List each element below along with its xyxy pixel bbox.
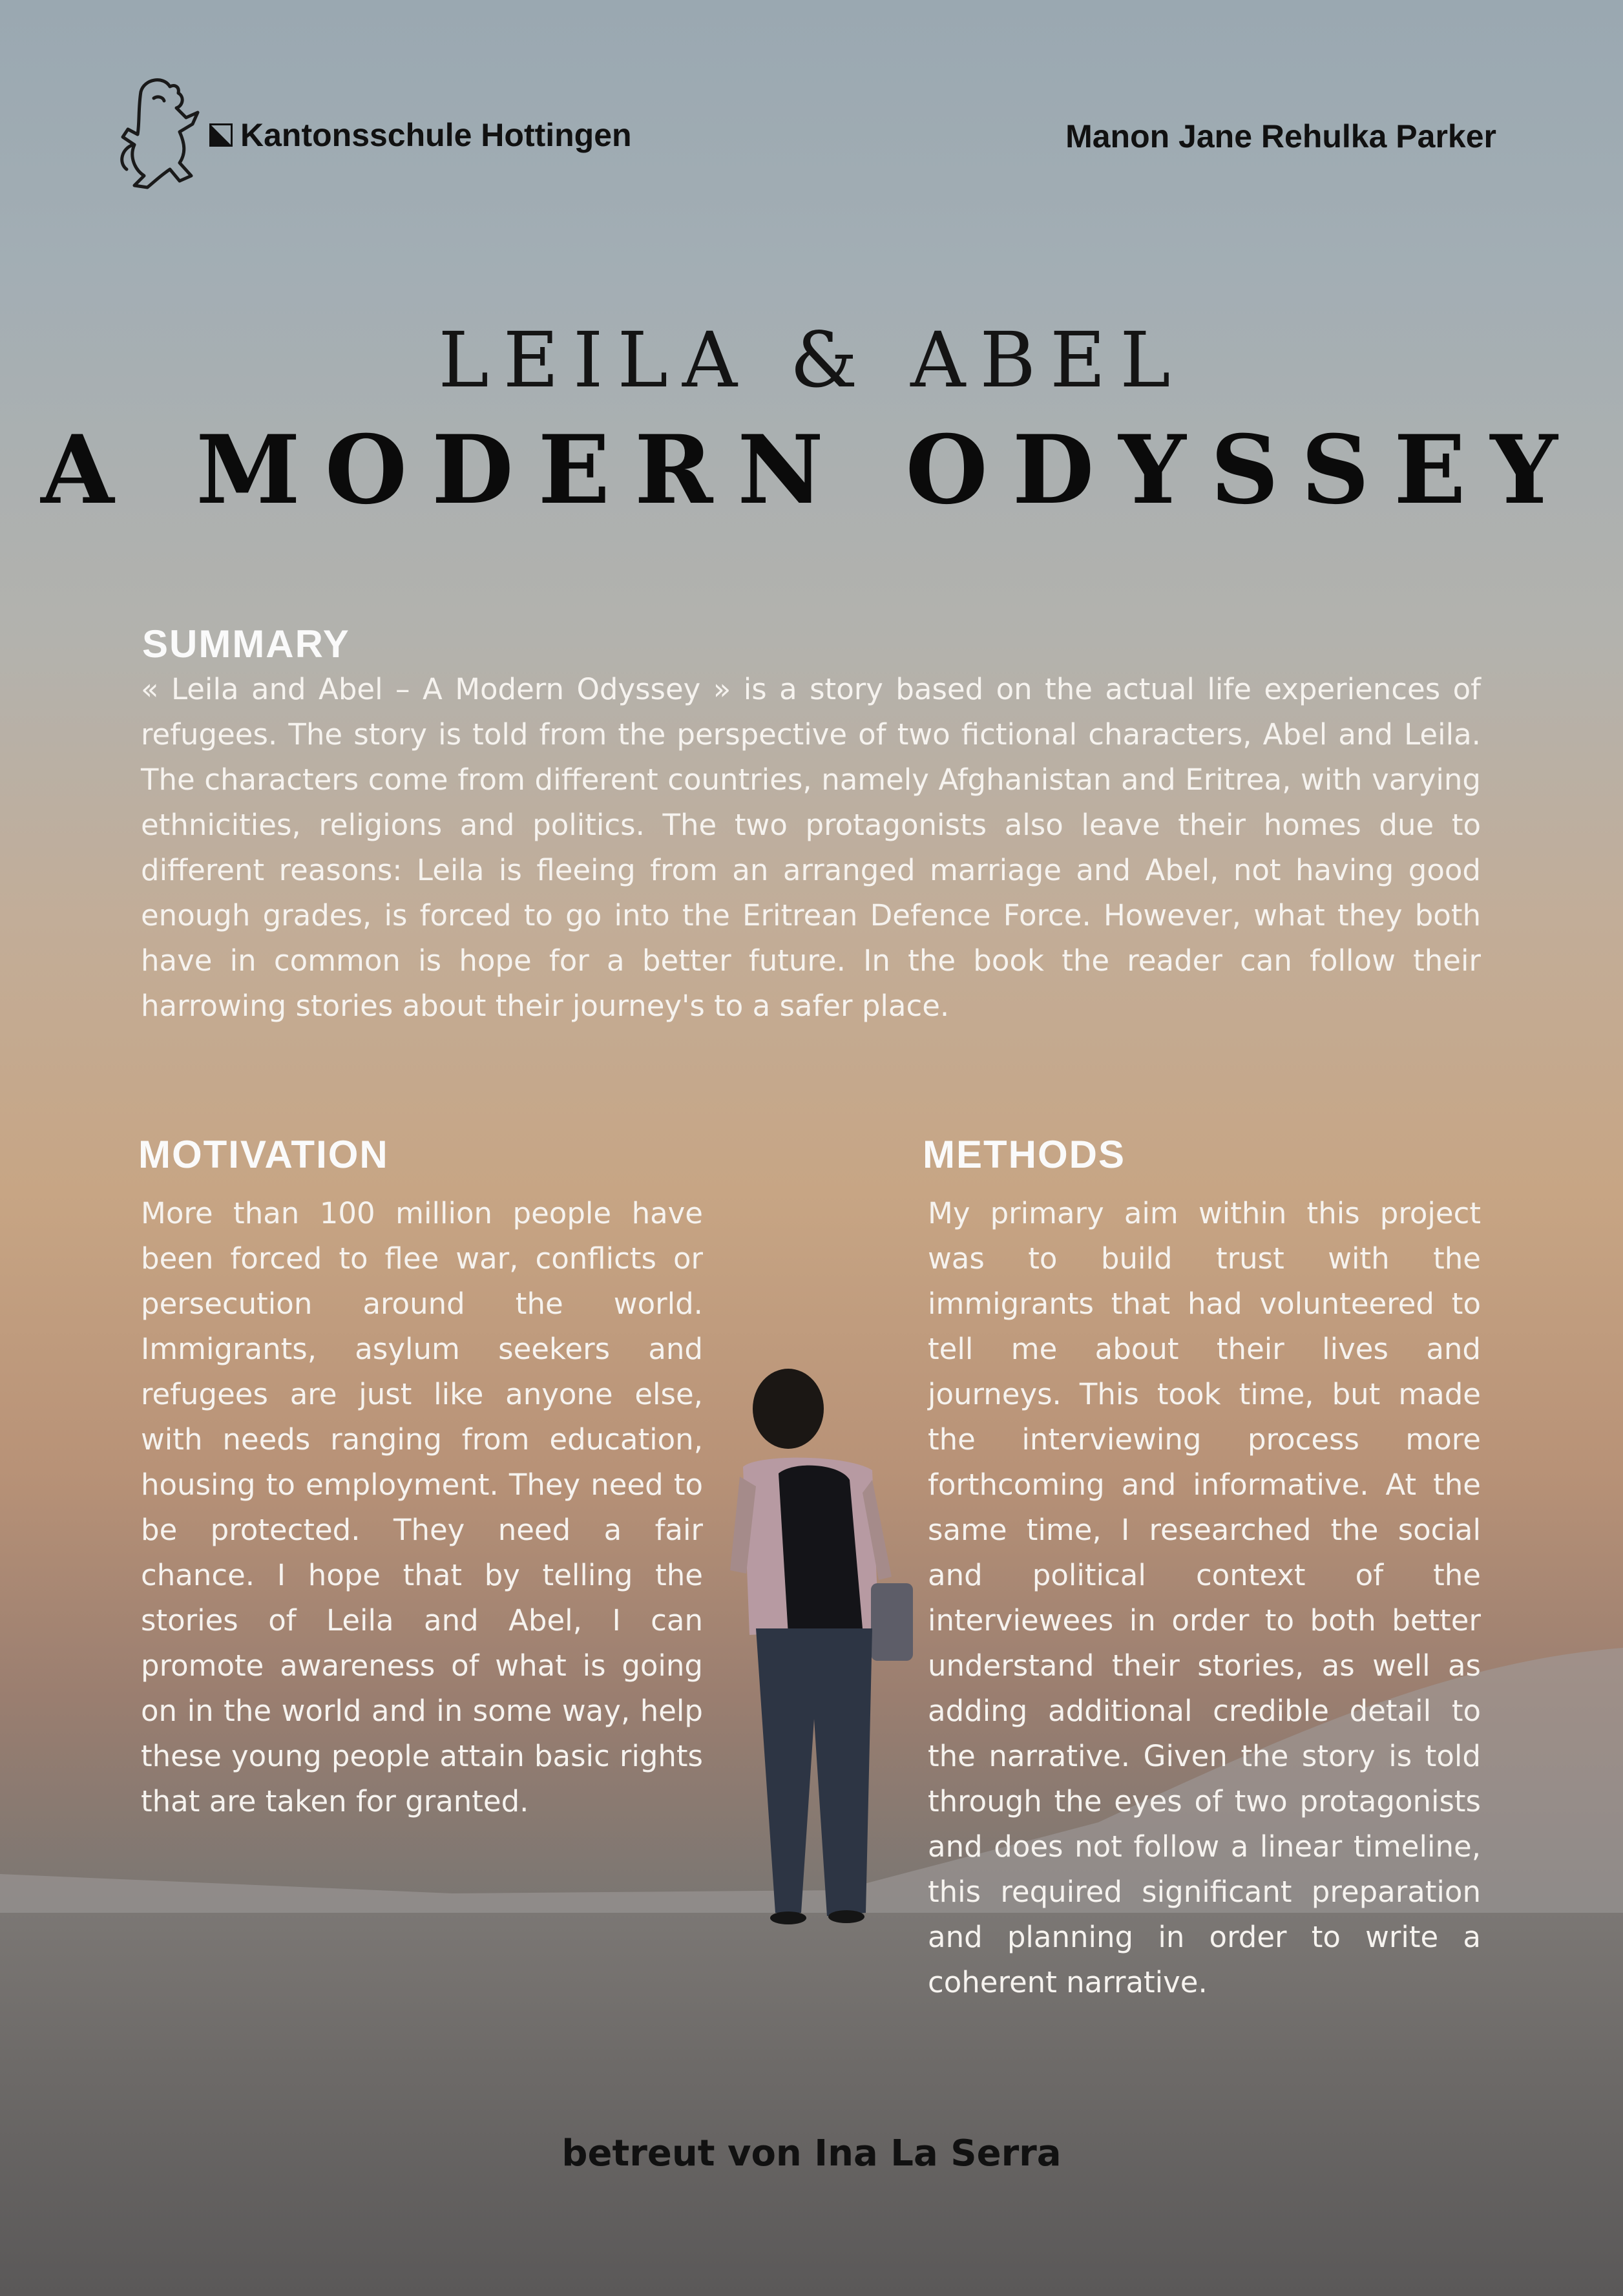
school-name-label: Kantonsschule Hottingen: [240, 117, 632, 153]
school-logo-mark-icon: [209, 123, 233, 147]
lion-crest-icon: [115, 72, 205, 193]
walking-person-image: [717, 1357, 930, 1926]
summary-heading: SUMMARY: [142, 622, 350, 666]
author-name: Manon Jane Rehulka Parker: [1065, 118, 1496, 154]
title-line-1: LEILA & ABEL: [438, 315, 1185, 405]
methods-heading: METHODS: [923, 1133, 1126, 1176]
motivation-heading: MOTIVATION: [138, 1133, 389, 1176]
supervisor-credit: betreut von Ina La Serra: [561, 2133, 1062, 2175]
school-name: [209, 116, 632, 154]
methods-text: My primary aim within this project was to build trust with the immigrants that had volunteered to tell me about their lives and journeys. This took time, but made the interviewing process more forthcoming and informative. At the same time, I researched the social and political context of the interviewees in order to both better understand their stories, as well as adding additional credible detail to the narrative. Given the story is told through the eyes of two protagonists and does not follow a linear timeline, this required significant preparation and planning in order to write a coherent narrative.: [928, 1196, 1481, 1999]
motivation-text: More than 100 million people have been forced to flee war, conflicts or persecution around the world. Immigrants, asylum seekers and refugees are just like anyone else, with needs ranging from education, housing to employment. They need to be protected. They need a fair chance. I hope that by telling the stories of Leila and Abel, I can promote awareness of what is going on in the world and in some way, help these young people attain basic rights that are taken for granted.: [141, 1196, 703, 1818]
summary-text: « Leila and Abel – A Modern Odyssey » is a story based on the actual life experiences of refugees. The story is told from the perspective of two fictional characters, Abel and Leila. The characters come from different countries, namely Afghanistan and Eritrea, with varying ethnicities, religions and politics. The two protagonists also leave their homes due to different reasons: Leila is fleeing from an arranged marriage and Abel, not having good enough grades, is forced to go into the Eritrean Defence Force. However, what they both have in common is hope for a better future. In the book the reader can follow their harrowing stories about their journey's to a safer place.: [141, 672, 1481, 1023]
title-line-2: A MODERN ODYSSEY: [41, 415, 1582, 525]
